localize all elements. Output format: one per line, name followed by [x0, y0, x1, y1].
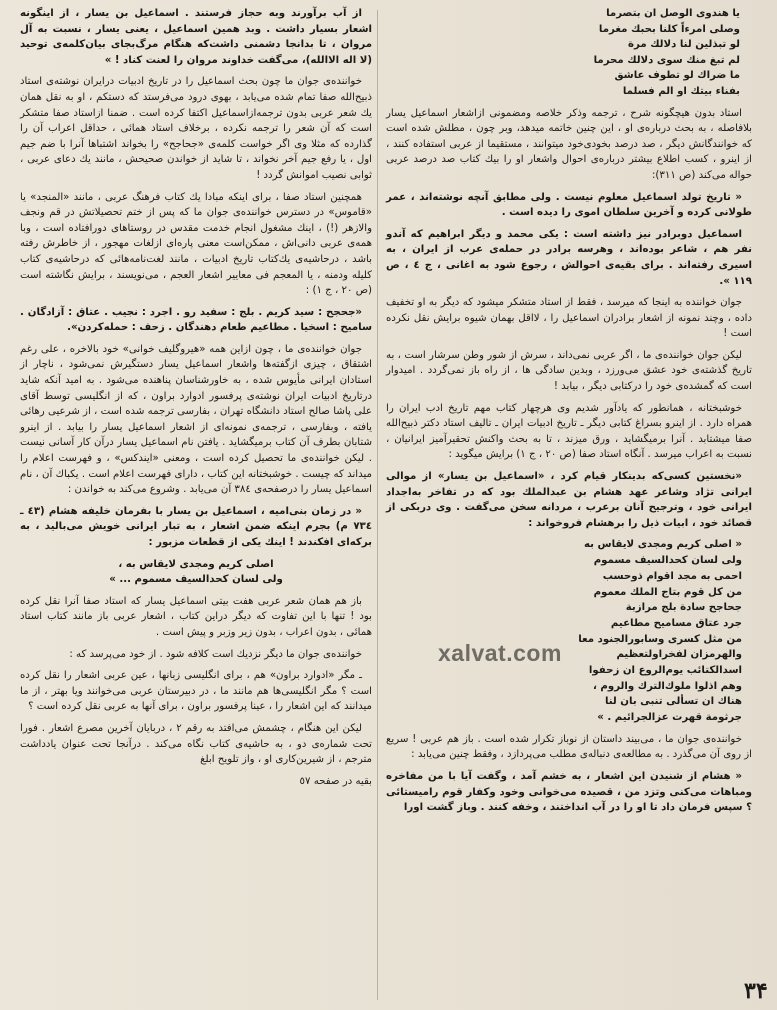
paragraph: لیکن جوان خواننده‌ی ما ، اگر عربی نمی‌داند ، سرش از شور وطن سرشار است ، به تاریخ گذشته‌ی خود عشق می‌ورزد ، وبدین سادگی ها ، از راه باز نمی‌گردد . امیدوار است که گمشده‌ی خود را درکتابی دیگر ، بیابد ! — [386, 349, 752, 393]
paragraph: خوشبختانه ، همانطور که یادآور شدیم وی هرچهار کتاب مهم تاریخ ادب ایران را همراه دارد . از اینرو بسراغ کتابی دیگر ـ تاریخ ادبیات ایران ـ تالیف استاد دکتر ذبیح‌الله صفا میشتابد . آنرا برمیگشاید ، ورق میزند ، تا به بحث واکنش تحقیرآمیز ایرانیان ، نسبت به اعراب میرسد . آنگاه استاد صفا (ص ٢٠ ، ج ١) برایش میگوید : — [386, 402, 752, 461]
paragraph: باز هم همان شعر عربی هفت بیتی اسماعیل یسار که استاد صفا آنرا نقل کرده بود ! تنها با این تفاوت که دیگر دراین کتاب ، اشعار عربی باز مانند کتاب استاد همائی ، بدون اعراب ، بدون زیر وزبر و پیش است . — [20, 595, 372, 638]
quotation: از آب برآورند وبه حجاز فرستند . اسماعیل بن یسار ، از اینگونه اشعار بسیار داشت . وبد همین اسماعیل ، یعنی یسار ، نسبت به آل مروان ، تا بدانجا دشمنی داشت‌که هنگام مرگ‌بجای بیان‌کلمه‌ی توحید (لا اله الاالله)، می‌گفت خداوند مروان را لعنت کناد ! » — [20, 8, 372, 66]
verse-line: احمی به مجد اقوام ذوحسب — [602, 570, 742, 582]
verse-line: ولی لسان کحدالسیف مسموم ... » — [109, 574, 283, 586]
glossary-quote: «جحجح : سید کریم . بلج : سفید رو . اجرد : نجیب . عتاق : آزادگان . سامیح : اسخیا . مطاعیم طعام دهندگان . زحف : حمله‌کردن». — [20, 306, 372, 334]
arabic-verse-block — [20, 557, 372, 588]
verse-line: لم تبغ منك سوی دلالك محرما — [593, 54, 740, 66]
paragraph: استاد بدون هیچگونه شرح ، ترجمه وذکر خلاصه ومضمونی ازاشعار اسماعیل یسار بلافاصله ، به بحث درباره‌ی او ، این چنین خاتمه میدهد، وبر چون ، مطلش شده است که خوانندگانش دیگر ، صد درصد بخودی‌خود میتوانند ، مستقیما از عربی استفاده کنند ، از اینرو ، کسب اطلاع بیشتر درباره‌ی احوال واشعار او را بیك کتاب صد درصد عربی حواله می‌کند (ص ٣١١): — [386, 107, 752, 181]
verse-line: بفناء بیتك او الم فسلما — [622, 85, 740, 97]
continued-note: بقیه در صفحه ٥٧ — [299, 775, 372, 787]
left-column — [20, 6, 372, 795]
verse-line: جرد عتاق مسامیح مطاعیم — [610, 617, 742, 629]
quotation: اسماعیل دوبرادر نیز داشته است : یکی محمد و دیگر ابراهیم که آندو نفر هم ، شاعر بوده‌اند ، وهرسه برادر در حمله‌ی عرب از ایران ، به اسیری رفته‌اند . برای بقیه‌ی احوالش ، رجوع شود به اغانی ، ج ٤ ، ص ١١٩ ». — [386, 228, 753, 287]
paragraph: جوان خواننده به اینجا که میرسد ، فقط از استاد متشکر میشود که دیگر به او تخفیف داده ، وچند نمونه از اشعار برادران اسماعیل را ، لااقل بهمان شیوه برایش نقل نکرده است ! — [386, 297, 752, 340]
right-column — [386, 6, 752, 822]
paragraph: خواننده‌ی جوان ما دیگر نزدیك است کلافه شود . از خود می‌پرسد که : — [69, 648, 362, 660]
verse-line: اصلی کریم ومجدی لایقاس به ، — [118, 558, 274, 570]
quotation: « تاریخ تولد اسماعیل معلوم نیست . ولی مطابق آنچه نوشته‌اند ، عمر طولانی کرده و آخرین سلطان اموی را دیده است . — [386, 191, 752, 219]
page-number: ۳۴ — [744, 978, 768, 1004]
verse-line: « اصلی کریم ومجدی لایقاس به — [583, 539, 742, 551]
verse-line: ما ضراك لو تطوف عاشق — [614, 70, 740, 82]
column-divider — [377, 10, 378, 1000]
paragraph: خواننده‌ی جوان ما ، می‌بیند داستان از نوباز تکرار شده است . باز هم عربی ! سریع از روی آن می‌گذرد . به مطالعه‌ی دنباله‌ی مطلب می‌پردازد ، وفقط چنین می‌یابد : — [386, 733, 752, 761]
quotation: «نخستین کسی‌که بدینکار قیام کرد ، «اسماعیل بن یسار» از موالی ایرانی تژاد وشاعر عهد هشام بن عبدالملك بود که در تفاخر به‌اجداد ایرانی خود ، وترجیح آنان برعرب ، مردانه سخن می‌گفت . وی دربکی از قصائد خود ، ابیات ذیل را برهشام فروخواند : — [386, 471, 752, 529]
verse-line: لو تبذلین لنا دلالك مرة — [627, 39, 740, 51]
verse-line: هناك ان تسألی تنبی بان لنا — [604, 696, 742, 708]
verse-line: وصلی امرءاً کلنا بحبك مغرما — [598, 23, 740, 35]
watermark: xalvat.com — [438, 640, 562, 666]
verse-line: ولی لسان کحدالسیف مسموم — [593, 555, 742, 567]
verse-line: جرثومة قهرت عزالجرائیم . » — [597, 712, 742, 724]
verse-line: من مثل کسری وسابورالجنود معا — [578, 633, 742, 645]
verse-line: من کل قوم بتاج الملك معموم — [593, 586, 742, 598]
paragraph: لیکن این هنگام ، چشمش می‌افتد به رقم ٢ ، دربایان آخرین مصرع اشعار . فورا تحت شماره‌ی دو ، به حاشیه‌ی کتاب نگاه می‌کند . درآنجا تحت عنوان یادداشت مترجم ، از شیرین‌کاری او ، واز تلویح ابلغ — [20, 722, 372, 766]
paragraph: جوان خواننده‌ی ما ، چون ازاین همه «هیروگلیف خوانی» خود بالاخره ، علی رغم اشتقاق ، چیزی ازگفته‌ها واشعار اسماعیل یسار دستگیرش نمی‌شود ، ناچار از استادان ایرانی مأیوس شده ، به خاورشناسان پناهنده می‌شود . به امید آنکه شاید درتاریخ ادبیات ایران نوشته‌ی پرفسور ادوارد براون ، که از انگلیسی توسط آقای علی پاشا صالح استاد دانشگاه تهران ، بفارسی ترجمه شده است ، از شرعیی رهائی یافته ، وبفارسی ، ترجمه‌ی نمونه‌ای از اشعار اسماعیل یسار را بیابد . از اینرو شتابان بطرف آن کتاب برمیگشاید . یافتن نام اسماعیل یسار درآن کار آسانی نیست . لیکن خواننده‌ی ما تحصیل کرده است ، ومعنی «ایندکس» ، و فهرست اعلام را میداند که چیست . خوشبختانه این کتاب ، دارای فهرست اعلام است . یکباك آن ، نام اسماعیل یسار را درصفحه‌ی ٣٨٤ آن می‌یابد . وشروع می‌کند به خواندن : — [20, 343, 372, 496]
quotation: « در زمان بنی‌امیه ، اسماعیل بن یسار با بفرمان خلیفه هشام (٤٣ ـ ٧٣٤ م) بجرم اینکه ضمن اشعار ، به تبار ایرانی خویش می‌بالید ، به برکه‌ای افکندند ! اینك یکی از قطعات مزبور : — [20, 505, 372, 548]
verse-line: وهم اذلوا ملوك‌الترك والروم ، — [593, 680, 742, 692]
paragraph: خواننده‌ی جوان ما چون بحث اسماعیل را در تاریخ ادبیات درایران نوشته‌ی استاد ذبیح‌الله صفا تمام شده می‌یابد ، بهوی درود می‌فرستد که دستکم ، او به نقل همان یك شعر عربی بدون ترجمه‌ازاسماعیل اکتفا کرده است . ضمنا ازاستاد صفا متشکر است که آن شعر را ترجمه نکرده ، برخلاف استاد همائی ، حداقل اعراب آن را گذارده که مثلا وی اگر خواست کلمه‌ی «جحاجح» را بخواند اشتباها آنرا با ضم جیم اول ، یا رفع جیم آخر نخواند ، تا شاید از خواندن صحیحش ، مانند یك دعای عربی ، ثوابی نصیب اموانش گردد ! — [20, 76, 372, 181]
verse-line: اسدالکتائب یوم‌الروع ان زحفوا — [588, 665, 742, 677]
verse-line: والهرمزان لفخراولتعظیم — [616, 649, 742, 661]
verse-line: یا هندوی الوصل ان بتصرما — [606, 8, 740, 19]
arabic-verse-list — [386, 537, 752, 725]
paragraph: همچنین استاد صفا ، برای اینکه مبادا یك کتاب فرهنگ عربی ، مانند «المنجد» یا «قاموس» در دسترس خواننده‌ی جوان ما که پس از ختم تحصیلاتش در قم ونجف والازهر (!) ، اینك مشغول انجام خدمت مقدس در روستاهای دورافتاده است ، وبا همه‌ی عربی دانی‌اش ، ممکن‌است معنی پاره‌ای ازلغات مهجور ، از خاطرش رفته باشد ، درحاشیه‌ی یك‌کتاب تاریخ ادبیات ، مانند لغت‌نامه‌هائی که درحاشیه‌ی کتاب کلیله ودمنه ، یا المعجم فی معاییر اشعار العجم ، می‌نویسند ، برایش نگاشته است (ص ٢٠ ، ج ١) : — [20, 191, 372, 297]
paragraph: ـ مگر «ادوارد براون» هم ، برای انگلیسی زبانها ، عین عربی اشعار را نقل کرده است ؟ مگر انگلیسی‌ها هم مانند ما ، در دبیرستان عربی می‌خوانند ویا بهتر ، از ما میدانند که این اشعار را ، عینا پرفسور براون ، برای آنها به عربی نقل کرده است ؟ — [20, 670, 372, 713]
arabic-verse-block — [386, 6, 752, 100]
quotation: « هشام از شنیدن این اشعار ، به خشم آمد ، وگفت آیا با من مفاخره ومباهات می‌کنی وتزد من ، قصیده می‌خوانی وخود وکفار قوم رامیستائی ؟ سپس فرمان داد تا او را در آب انداختند ، وخفه کنند . وباز گشت اورا — [386, 771, 752, 814]
verse-line: جحاجح سادة بلج مرازبة — [625, 602, 742, 614]
